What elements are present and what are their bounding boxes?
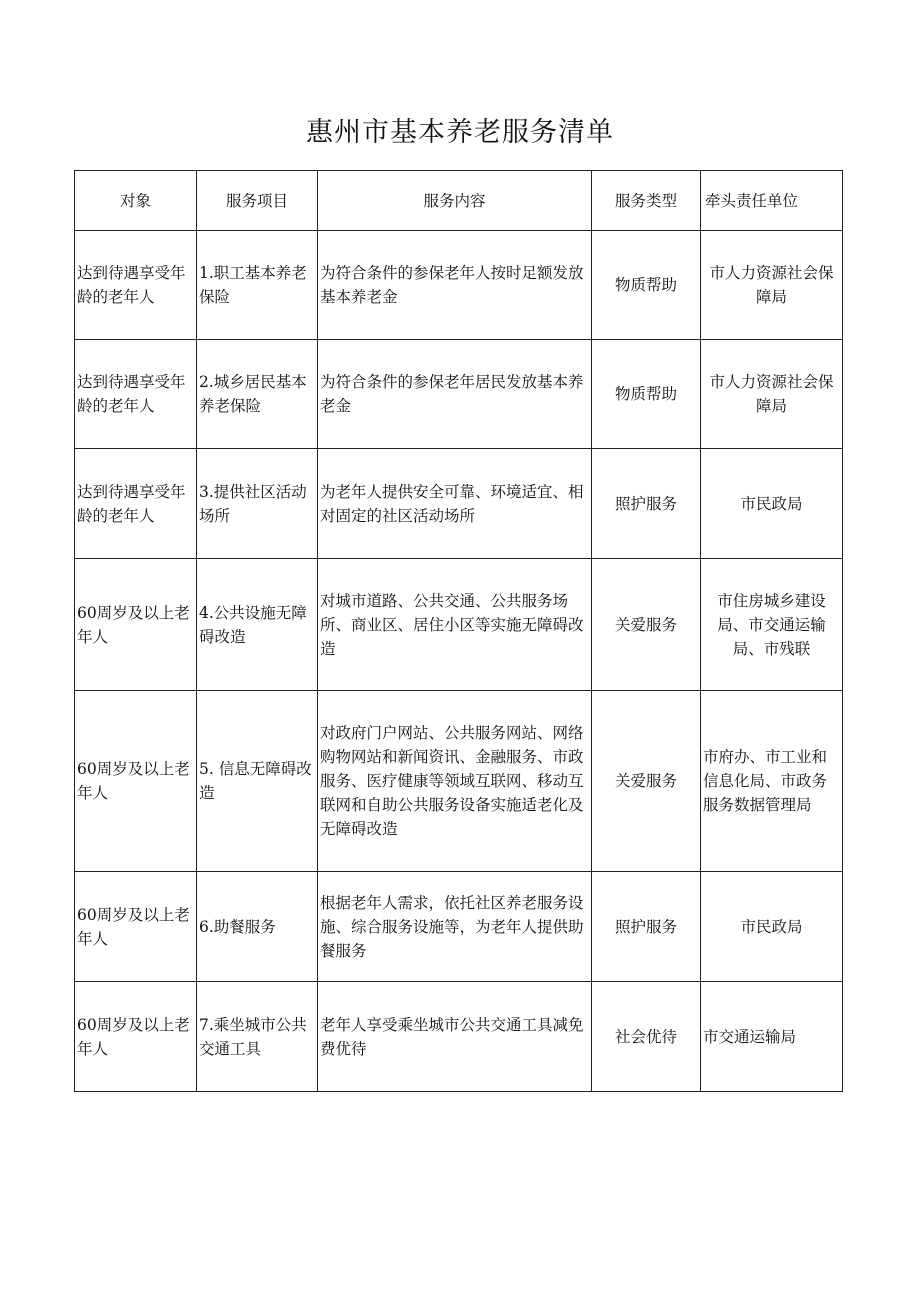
table-row bbox=[75, 559, 843, 691]
header-service-content: 服务内容 bbox=[318, 171, 592, 231]
cell-service-type: 物质帮助 bbox=[592, 340, 701, 449]
table-row bbox=[75, 691, 843, 872]
cell-service-content: 对城市道路、公共交通、公共服务场所、商业区、居住小区等实施无障碍改造 bbox=[318, 559, 592, 691]
cell-service-item: 2.城乡居民基本养老保险 bbox=[197, 340, 318, 449]
cell-service-type: 物质帮助 bbox=[592, 231, 701, 340]
cell-lead-unit: 市人力资源社会保障局 bbox=[701, 340, 843, 449]
cell-lead-unit: 市民政局 bbox=[701, 449, 843, 559]
header-service-type: 服务类型 bbox=[592, 171, 701, 231]
cell-target: 60周岁及以上老年人 bbox=[75, 559, 197, 691]
cell-target: 60周岁及以上老年人 bbox=[75, 872, 197, 982]
cell-service-item: 1.职工基本养老保险 bbox=[197, 231, 318, 340]
cell-target: 达到待遇享受年龄的老年人 bbox=[75, 231, 197, 340]
cell-target: 达到待遇享受年龄的老年人 bbox=[75, 449, 197, 559]
cell-lead-unit: 市府办、市工业和信息化局、市政务服务数据管理局 bbox=[701, 691, 843, 872]
table-row bbox=[75, 340, 843, 449]
cell-lead-unit: 市住房城乡建设局、市交通运输局、市残联 bbox=[701, 559, 843, 691]
cell-service-item: 4.公共设施无障碍改造 bbox=[197, 559, 318, 691]
cell-target: 达到待遇享受年龄的老年人 bbox=[75, 340, 197, 449]
service-list-table bbox=[74, 170, 843, 1092]
cell-service-type: 关爱服务 bbox=[592, 559, 701, 691]
cell-lead-unit: 市交通运输局 bbox=[701, 982, 843, 1092]
cell-lead-unit: 市人力资源社会保障局 bbox=[701, 231, 843, 340]
cell-service-type: 关爱服务 bbox=[592, 691, 701, 872]
table-row bbox=[75, 231, 843, 340]
cell-target: 60周岁及以上老年人 bbox=[75, 982, 197, 1092]
cell-service-content: 对政府门户网站、公共服务网站、网络购物网站和新闻资讯、金融服务、市政服务、医疗健康等领域互联网、移动互联网和自助公共服务设备实施适老化及无障碍改造 bbox=[318, 691, 592, 872]
table-header-row bbox=[75, 171, 843, 231]
table-row bbox=[75, 872, 843, 982]
cell-service-content: 为符合条件的参保老年人按时足额发放基本养老金 bbox=[318, 231, 592, 340]
cell-target: 60周岁及以上老年人 bbox=[75, 691, 197, 872]
cell-service-type: 照护服务 bbox=[592, 449, 701, 559]
cell-service-item: 5. 信息无障碍改造 bbox=[197, 691, 318, 872]
cell-service-content: 根据老年人需求，依托社区养老服务设施、综合服务设施等，为老年人提供助餐服务 bbox=[318, 872, 592, 982]
cell-lead-unit: 市民政局 bbox=[701, 872, 843, 982]
table-row bbox=[75, 982, 843, 1092]
cell-service-type: 社会优待 bbox=[592, 982, 701, 1092]
page-title: 惠州市基本养老服务清单 bbox=[306, 117, 614, 148]
cell-service-item: 6.助餐服务 bbox=[197, 872, 318, 982]
cell-service-content: 为符合条件的参保老年居民发放基本养老金 bbox=[318, 340, 592, 449]
cell-service-content: 为老年人提供安全可靠、环境适宜、相对固定的社区活动场所 bbox=[318, 449, 592, 559]
header-service-item: 服务项目 bbox=[197, 171, 318, 231]
cell-service-item: 3.提供社区活动场所 bbox=[197, 449, 318, 559]
header-lead-unit: 牵头责任单位 bbox=[701, 171, 843, 231]
header-target: 对象 bbox=[75, 171, 197, 231]
cell-service-type: 照护服务 bbox=[592, 872, 701, 982]
cell-service-content: 老年人享受乘坐城市公共交通工具减免费优待 bbox=[318, 982, 592, 1092]
table-row bbox=[75, 449, 843, 559]
cell-service-item: 7.乘坐城市公共交通工具 bbox=[197, 982, 318, 1092]
